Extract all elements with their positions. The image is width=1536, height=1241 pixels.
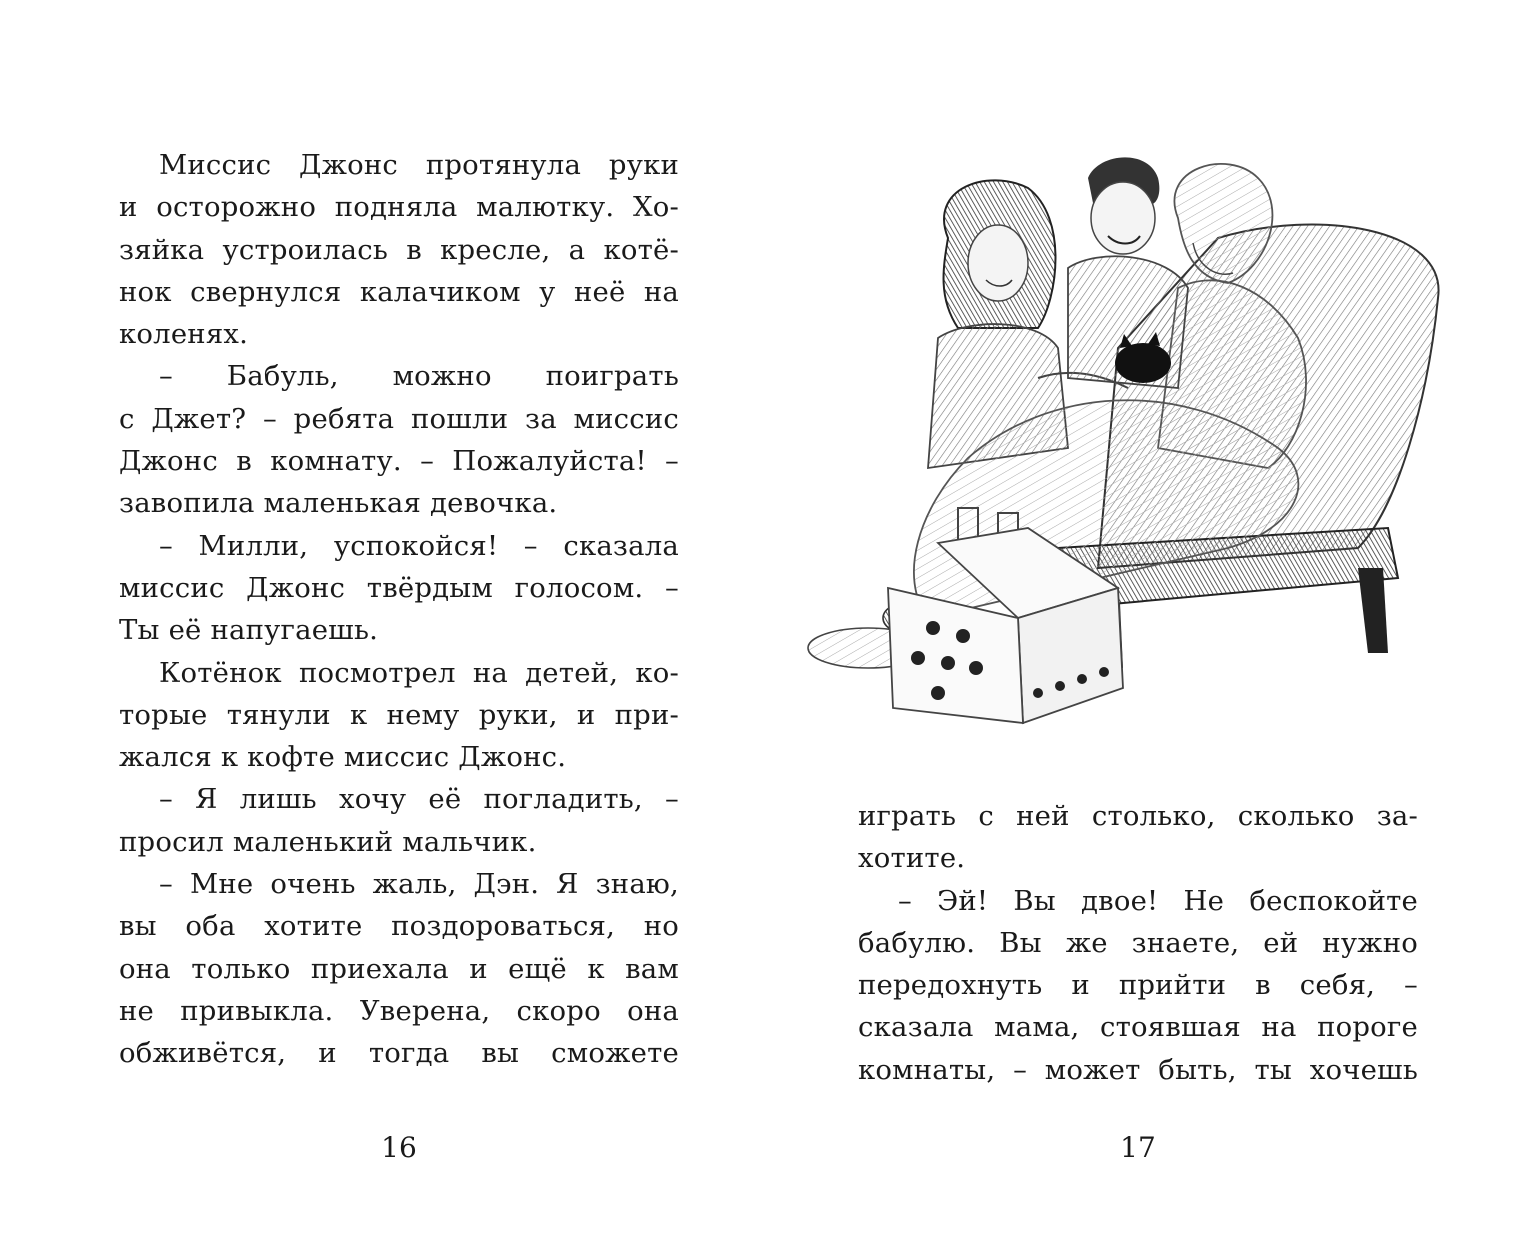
text-line: коленях. bbox=[119, 318, 249, 351]
text-line: Джонс в комнату. – Пожалуйста! – bbox=[119, 445, 679, 478]
illustration-grandma-children-kitten bbox=[798, 148, 1488, 748]
left-page-text bbox=[119, 144, 679, 1075]
text-line: не привыкла. Уверена, скоро она bbox=[119, 994, 679, 1027]
right-page bbox=[768, 0, 1536, 1241]
text-line: – Бабуль, можно поиграть bbox=[159, 360, 679, 393]
text-line: – Эй! Вы двое! Не беспокойте bbox=[898, 884, 1418, 917]
text-line: – Милли, успокойся! – сказала bbox=[159, 529, 679, 562]
text-line: Миссис Джонс протянула руки bbox=[159, 149, 679, 181]
text-line: завопила маленькая девочка. bbox=[119, 487, 558, 520]
text-line: обживётся, и тогда вы сможете bbox=[119, 1037, 679, 1070]
text-line: с Джет? – ребята пошли за миссис bbox=[119, 402, 679, 435]
text-line: жался к кофте миссис Джонс. bbox=[119, 741, 567, 774]
text-line: просил маленький мальчик. bbox=[119, 825, 537, 858]
text-line: вы оба хотите поздороваться, но bbox=[119, 910, 679, 943]
right-page-text bbox=[858, 795, 1418, 1091]
text-line: сказала мама, стоявшая на пороге bbox=[858, 1011, 1418, 1044]
text-line: бабулю. Вы же знаете, ей нужно bbox=[858, 926, 1418, 959]
text-line: Котёнок посмотрел на детей, ко- bbox=[159, 656, 679, 689]
text-line: – Мне очень жаль, Дэн. Я знаю, bbox=[159, 868, 679, 901]
text-line: играть с ней столько, сколько за- bbox=[858, 800, 1418, 832]
text-line: она только приехала и ещё к вам bbox=[119, 952, 679, 985]
text-line: торые тянули к нему руки, и при- bbox=[119, 698, 679, 731]
page-number-left: 16 bbox=[381, 1131, 417, 1164]
text-line: Ты её напугаешь. bbox=[119, 614, 379, 647]
text-line: комнаты, – может быть, ты хочешь bbox=[858, 1053, 1418, 1086]
text-line: передохнуть и прийти в себя, – bbox=[858, 969, 1418, 1002]
text-line: миссис Джонс твёрдым голосом. – bbox=[119, 571, 679, 604]
text-line: хотите. bbox=[858, 842, 966, 875]
text-line: зяйка устроилась в кресле, а котё- bbox=[119, 233, 679, 266]
text-line: и осторожно подняла малютку. Хо- bbox=[119, 191, 679, 224]
text-line: нок свернулся калачиком у неё на bbox=[119, 275, 679, 308]
page-number-right: 17 bbox=[1120, 1131, 1156, 1164]
text-line: – Я лишь хочу её погладить, – bbox=[159, 783, 679, 816]
